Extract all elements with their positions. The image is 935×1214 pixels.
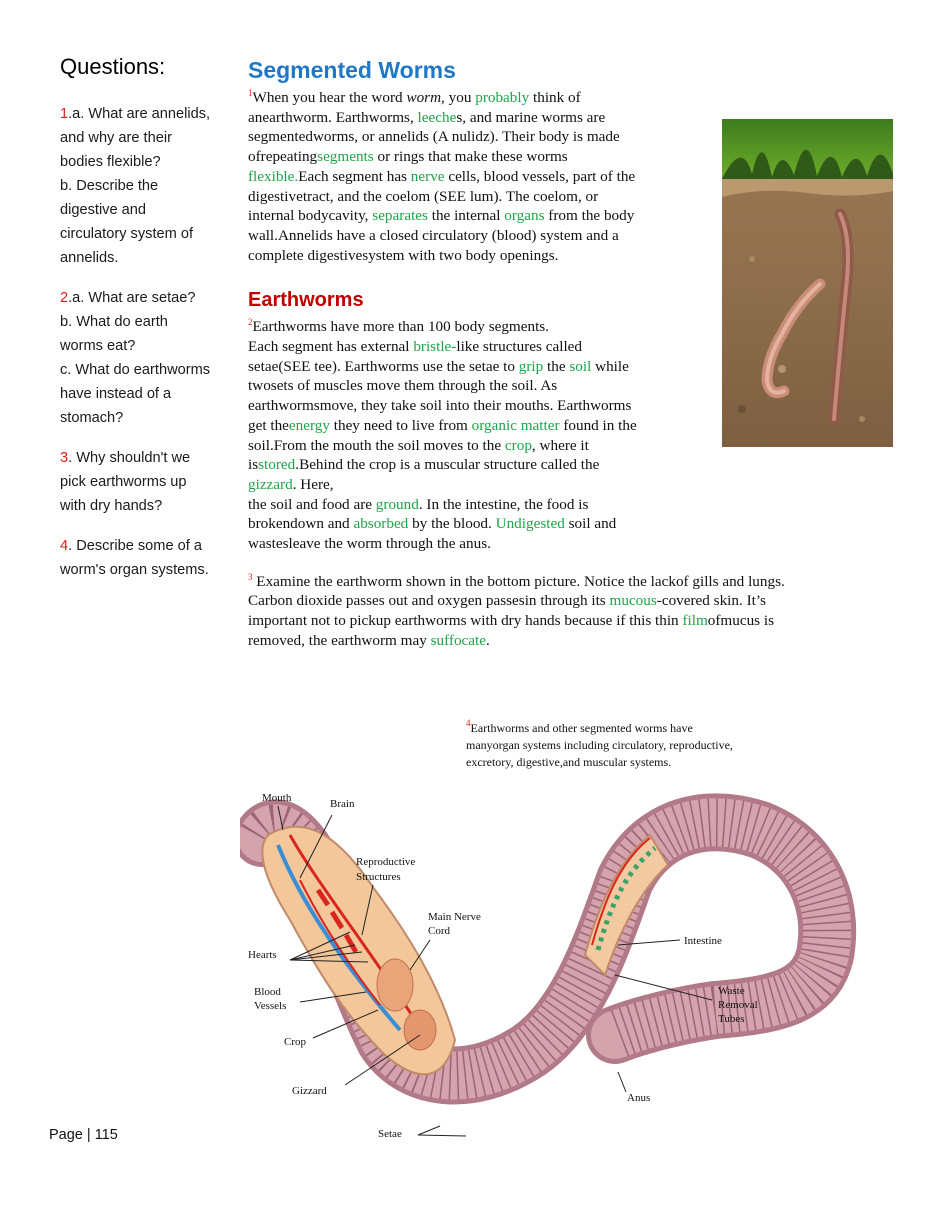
question-line: have instead of a: [60, 386, 172, 402]
label-hearts: Hearts: [248, 949, 277, 961]
questions-sidebar: [60, 54, 235, 598]
question-line: .a. What are annelids,: [68, 106, 211, 122]
label-blood: Blood: [254, 986, 281, 998]
question-line: annelids.: [60, 250, 119, 266]
question-4: [60, 534, 235, 582]
question-line: worm's organ systems.: [60, 562, 209, 578]
paragraph-marker: 2: [248, 317, 253, 328]
caption-line: manyorgan systems including circulatory, reproductive,: [466, 738, 733, 752]
label-anus: Anus: [627, 1092, 651, 1104]
label-cord: Cord: [428, 925, 450, 937]
question-1: [60, 102, 235, 270]
page-number: Page | 115: [49, 1127, 118, 1143]
question-line: pick earthworms up: [60, 474, 187, 490]
question-line: with dry hands?: [60, 498, 163, 514]
question-line: . Why shouldn't we: [68, 450, 191, 466]
question-line: circulatory system of: [60, 226, 193, 242]
caption-line: excretory, digestive,and muscular systems.: [466, 755, 672, 769]
section-title-segmented-worms: Segmented Worms: [248, 57, 456, 83]
question-line: b. Describe the: [60, 178, 159, 194]
paragraph-marker: 1: [248, 88, 253, 98]
paragraph-2: $^2$Earthworms have more than 100 body segments. Each segment has external bristle-like structures called setae(SEE tee). Earthworms use the setae to grip the soil while twosets of muscles move them through the soil. As earthwormsmove, they take soil into their mouths. Earthworms get theenergy they need to live from organic matter found in the soil.From the mouth the soil moves to the crop, where it isstored.Behind the crop is a muscular structure called the gizzard. Here, the soil and food are ground. In the intestine, the food is brokendown and absorbed by the blood. Undigested soil and wastesleave the worm through the anus.: [248, 317, 637, 553]
questions-heading: Questions:: [60, 54, 166, 79]
crop-organ: [377, 959, 413, 1011]
label-mouth: Mouth: [262, 792, 292, 804]
label-setae: Setae: [378, 1128, 402, 1140]
question-number: 4: [60, 538, 69, 554]
question-number: 3: [60, 450, 69, 466]
caption-line: Earthworms and other segmented worms have: [470, 721, 693, 735]
question-line: stomach?: [60, 410, 124, 426]
label-structures: Structures: [356, 871, 401, 883]
question-line: bodies flexible?: [60, 154, 161, 170]
question-number: 2: [60, 290, 69, 306]
label-removal: Removal: [718, 999, 758, 1011]
paragraph-marker: 3: [248, 571, 253, 582]
question-line: .a. What are setae?: [68, 290, 196, 306]
question-line: digestive and: [60, 202, 147, 218]
section-title-earthworms: Earthworms: [248, 289, 364, 312]
figure-caption: [466, 715, 806, 771]
paragraph-1: $^1$When you hear the word worm, you probably think of anearthworm. Earthworms, leeches, and marine worms are segmentedworms, or annelids (A nulidz). Their body is made ofrepeatingsegments or rings that make these worms flexible.Each segment has nerve cells, blood vessels, part of the digestivetract, and the coelom (SEE lum). The coelom, or internal bodycavity, separates the internal organs from the body wall.Annelids have a closed circulatory (blood) system and a complete digestivesystem with two body openings.: [248, 88, 636, 264]
question-3: [60, 446, 235, 518]
gizzard-organ: [404, 1010, 436, 1050]
label-main-nerve: Main Nerve: [428, 911, 481, 923]
question-number: 1: [60, 106, 69, 122]
paragraph-3: $^3$ Examine the earthworm shown in the bottom picture. Notice the lackof gills and lungs. Carbon dioxide passes out and oxygen passesin through its mucous-covered skin. It’s important not to pickup earthworms with dry hands because if this thin filmofmucus is removed, the earthworm may suffocate.: [248, 571, 785, 649]
label-crop: Crop: [284, 1036, 306, 1048]
label-reproductive: Reproductive: [356, 856, 416, 868]
question-line: and why are their: [60, 130, 172, 146]
question-line: . Describe some of a: [68, 538, 202, 554]
earthworm-anatomy-diagram: [240, 780, 880, 1150]
paragraph-marker: 4: [466, 718, 471, 728]
label-gizzard: Gizzard: [292, 1085, 327, 1097]
label-tubes: Tubes: [718, 1013, 745, 1025]
question-line: worms eat?: [60, 338, 136, 354]
earthworm-photo: [722, 119, 893, 447]
label-waste: Waste: [718, 985, 745, 997]
label-intestine: Intestine: [684, 935, 722, 947]
label-vessels: Vessels: [254, 1000, 287, 1012]
question-2: [60, 286, 235, 430]
label-brain: Brain: [330, 798, 355, 810]
question-line: b. What do earth: [60, 314, 168, 330]
question-line: c. What do earthworms: [60, 362, 211, 378]
